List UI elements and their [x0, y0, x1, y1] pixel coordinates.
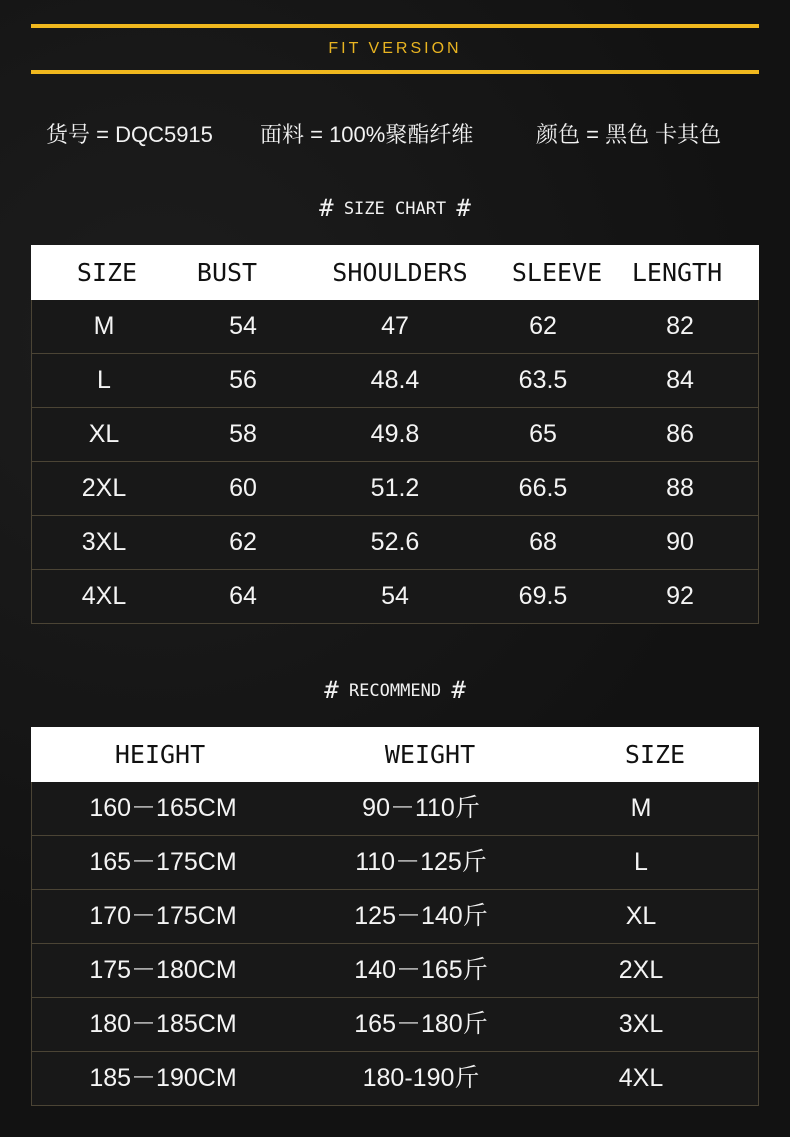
- table-row: [31, 354, 759, 408]
- cell-sleeve: 66.5: [518, 474, 568, 502]
- cell-shoulders: 47: [381, 312, 409, 340]
- table-row: [31, 570, 759, 624]
- cell-height: 185－190CM: [89, 1064, 237, 1092]
- cell-size: 3XL: [81, 528, 127, 556]
- table-row: [31, 890, 759, 944]
- cell-size: M: [630, 794, 652, 822]
- column-header-bust: BUST: [196, 258, 258, 287]
- cell-size: L: [634, 848, 648, 876]
- cell-bust: 60: [229, 474, 257, 502]
- recommend-header-row: [31, 727, 759, 782]
- table-row: [31, 1052, 759, 1106]
- cell-sleeve: 63.5: [518, 366, 568, 394]
- cell-size: M: [93, 312, 115, 340]
- cell-size: L: [97, 366, 111, 394]
- cell-size: XL: [625, 902, 657, 930]
- cell-length: 90: [666, 528, 694, 556]
- cell-sleeve: 62: [529, 312, 557, 340]
- cell-size: 2XL: [81, 474, 127, 502]
- cell-sleeve: 68: [529, 528, 557, 556]
- cell-length: 84: [666, 366, 694, 394]
- cell-length: 86: [666, 420, 694, 448]
- size-chart-table: [31, 245, 759, 624]
- cell-height: 175－180CM: [89, 956, 237, 984]
- column-header-sleeve: SLEEVE: [511, 258, 603, 287]
- table-row: [31, 836, 759, 890]
- column-header-length: LENGTH: [631, 258, 723, 287]
- table-row: [31, 998, 759, 1052]
- cell-sleeve: 69.5: [518, 582, 568, 610]
- hash-icon: #: [456, 194, 471, 222]
- cell-bust: 58: [229, 420, 257, 448]
- hash-icon: #: [451, 676, 466, 704]
- cell-shoulders: 48.4: [370, 366, 420, 394]
- cell-shoulders: 51.2: [370, 474, 420, 502]
- cell-size: 2XL: [618, 956, 664, 984]
- cell-shoulders: 49.8: [370, 420, 420, 448]
- size-chart-title: SIZE CHART: [343, 199, 447, 219]
- cell-bust: 62: [229, 528, 257, 556]
- column-header-height: HEIGHT: [114, 740, 206, 769]
- cell-bust: 56: [229, 366, 257, 394]
- cell-size: XL: [88, 420, 120, 448]
- fabric-info: 面料 = 100%聚酯纤维: [260, 122, 474, 147]
- cell-length: 82: [666, 312, 694, 340]
- cell-size: 4XL: [618, 1064, 664, 1092]
- cell-weight: 180-190斤: [362, 1064, 480, 1092]
- column-header-shoulders: SHOULDERS: [332, 258, 468, 287]
- recommend-title: RECOMMEND: [348, 681, 442, 701]
- page-title: FIT VERSION: [328, 40, 462, 57]
- column-header-weight: WEIGHT: [384, 740, 476, 769]
- table-row: [31, 462, 759, 516]
- cell-shoulders: 54: [381, 582, 409, 610]
- cell-weight: 110－125斤: [355, 848, 487, 876]
- cell-weight: 125－140斤: [354, 902, 488, 930]
- top-gold-divider: [31, 24, 759, 28]
- cell-length: 88: [666, 474, 694, 502]
- color-info: 颜色 = 黑色 卡其色: [536, 122, 722, 147]
- cell-bust: 64: [229, 582, 257, 610]
- cell-height: 170－175CM: [89, 902, 237, 930]
- item-number: 货号 = DQC5915: [46, 122, 213, 147]
- column-header-size: SIZE: [76, 258, 138, 287]
- table-row: [31, 300, 759, 354]
- cell-shoulders: 52.6: [370, 528, 420, 556]
- table-row: [31, 408, 759, 462]
- table-row: [31, 782, 759, 836]
- size-chart-header-row: [31, 245, 759, 300]
- recommend-heading: [0, 676, 790, 704]
- cell-size: 3XL: [618, 1010, 664, 1038]
- column-header-size: SIZE: [624, 740, 686, 769]
- cell-sleeve: 65: [529, 420, 557, 448]
- cell-length: 92: [666, 582, 694, 610]
- recommend-table: [31, 727, 759, 1106]
- hash-icon: #: [319, 194, 334, 222]
- cell-size: 4XL: [81, 582, 127, 610]
- table-row: [31, 944, 759, 998]
- cell-height: 160－165CM: [89, 794, 237, 822]
- hash-icon: #: [324, 676, 339, 704]
- cell-weight: 165－180斤: [354, 1010, 488, 1038]
- cell-bust: 54: [229, 312, 257, 340]
- cell-height: 165－175CM: [89, 848, 237, 876]
- product-info: [0, 118, 790, 152]
- size-chart-heading: [0, 194, 790, 222]
- bottom-gold-divider: [31, 70, 759, 74]
- table-row: [31, 516, 759, 570]
- cell-height: 180－185CM: [89, 1010, 237, 1038]
- cell-weight: 140－165斤: [354, 956, 488, 984]
- cell-weight: 90－110斤: [362, 794, 480, 822]
